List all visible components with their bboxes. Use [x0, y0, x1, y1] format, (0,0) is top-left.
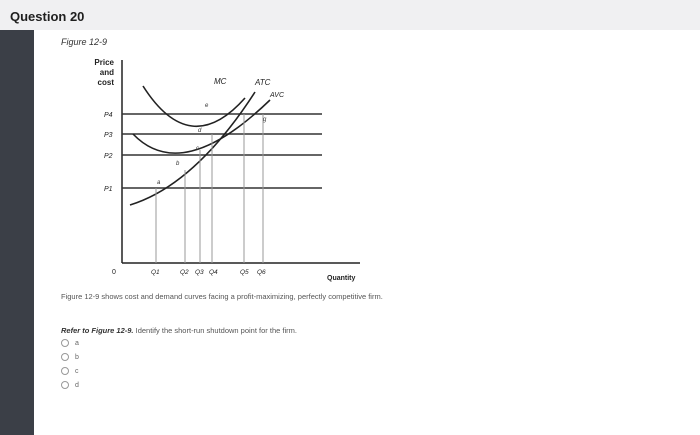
option-b[interactable]	[61, 350, 79, 364]
point-label-c: c	[196, 146, 199, 152]
avc-label: AVC	[270, 92, 285, 99]
price-label-p1: P1	[104, 186, 113, 193]
y-axis-title-line2: and	[99, 68, 114, 77]
y-axis-title-line3: cost	[97, 78, 114, 87]
quantity-label-q5: Q5	[240, 269, 249, 276]
quantity-label-q1: Q1	[151, 269, 160, 276]
option-c[interactable]	[61, 364, 79, 378]
atc-label: ATC	[255, 78, 271, 87]
radio-b[interactable]	[61, 353, 69, 361]
option-d-label: d	[75, 381, 79, 389]
origin-label: 0	[112, 269, 116, 276]
option-d[interactable]	[61, 378, 79, 392]
y-axis-title-line1: Price	[94, 58, 114, 67]
atc-curve	[143, 86, 245, 126]
option-c-label: c	[75, 367, 79, 375]
radio-a[interactable]	[61, 339, 69, 347]
mc-label: MC	[214, 77, 227, 86]
price-label-p4: P4	[104, 112, 113, 119]
option-a-label: a	[75, 339, 79, 347]
quantity-label-q6: Q6	[257, 269, 266, 276]
price-label-p2: P2	[104, 153, 113, 160]
radio-c[interactable]	[61, 367, 69, 375]
question-title: Question 20	[10, 9, 85, 24]
figure-caption: Figure 12-9 shows cost and demand curves facing a profit-maximizing, perfectly competitive firm.	[61, 292, 383, 301]
point-label-a: a	[157, 180, 161, 186]
radio-d[interactable]	[61, 381, 69, 389]
option-b-label: b	[75, 353, 79, 361]
option-a[interactable]	[61, 336, 79, 350]
point-label-g: g	[263, 117, 267, 123]
x-axis-title: Quantity	[327, 275, 356, 282]
point-label-b: b	[176, 161, 180, 167]
quantity-label-q4: Q4	[209, 269, 218, 276]
figure-label: Figure 12-9	[61, 37, 108, 47]
quantity-label-q2: Q2	[180, 269, 189, 276]
prompt-text: Identify the short-run shutdown point for the firm.	[133, 326, 297, 335]
point-label-d: d	[198, 128, 202, 134]
point-label-e: e	[205, 103, 209, 109]
prompt-refer: Refer to Figure 12-9.	[61, 326, 134, 335]
question-prompt	[61, 326, 297, 335]
price-label-p3: P3	[104, 132, 113, 139]
quantity-label-q3: Q3	[195, 269, 204, 276]
